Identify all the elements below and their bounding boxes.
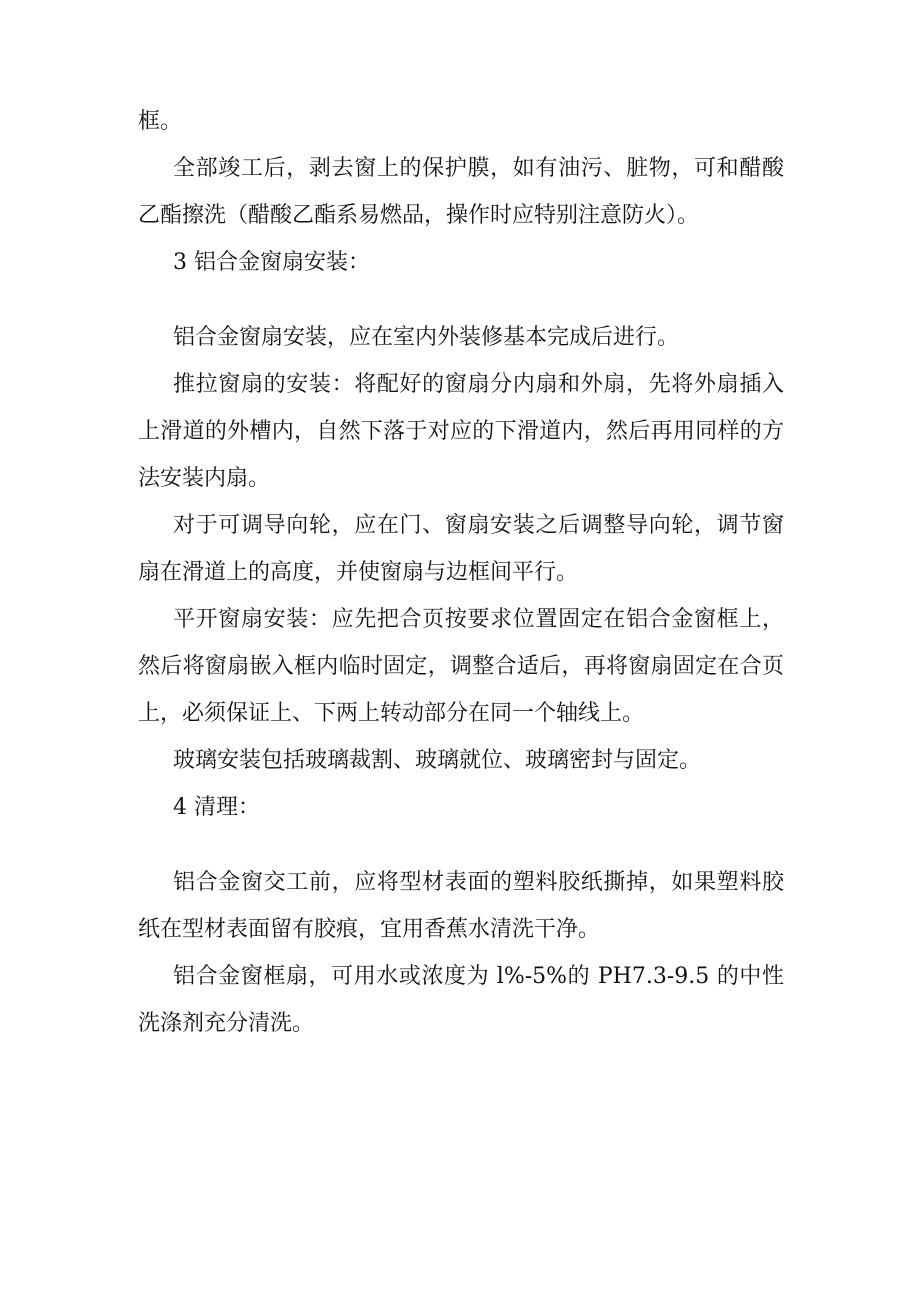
- document-body: [138, 98, 784, 1047]
- paragraph-casement-sash: 平开窗扇安装：应先把合页按要求位置固定在铝合金窗框上，然后将窗扇嵌入框内临时固定，调整合适后，再将窗扇固定在合页上，必须保证上、下两上转动部分在同一个轴线上。: [138, 607, 784, 726]
- paragraph-glass-install: 玻璃安装包括玻璃裁割、玻璃就位、玻璃密封与固定。: [173, 748, 702, 773]
- paragraph-continuation: 框。: [138, 109, 183, 134]
- paragraph-detergent-cleaning: 铝合金窗框扇，可用水或浓度为 l%-5%的 PH7.3-9.5 的中性洗涤剂充分清洗。: [138, 964, 784, 1036]
- section-heading-4: 4 清理：: [173, 795, 260, 820]
- paragraph-sliding-sash: 推拉窗扇的安装：将配好的窗扇分内扇和外扇，先将外扇插入上滑道的外槽内，自然下落于对应的下滑道内，然后再用同样的方法安装内扇。: [138, 372, 784, 491]
- paragraph-sash-install-timing: 铝合金窗扇安装，应在室内外装修基本完成后进行。: [173, 325, 680, 350]
- section-heading-3: 3 铝合金窗扇安装：: [173, 250, 370, 275]
- paragraph-protective-film: 铝合金窗交工前，应将型材表面的塑料胶纸撕掉，如果塑料胶纸在型材表面留有胶痕，宜用香蕉水清洗干净。: [138, 870, 784, 942]
- paragraph-guide-wheel: 对于可调导向轮，应在门、窗扇安装之后调整导向轮，调节窗扇在滑道上的高度，并使窗扇与边框间平行。: [138, 513, 784, 585]
- paragraph-completion-cleaning: 全部竣工后，剥去窗上的保护膜，如有油污、脏物，可和醋酸乙酯擦洗（醋酸乙酯系易燃品，操作时应特别注意防火）。: [138, 156, 784, 228]
